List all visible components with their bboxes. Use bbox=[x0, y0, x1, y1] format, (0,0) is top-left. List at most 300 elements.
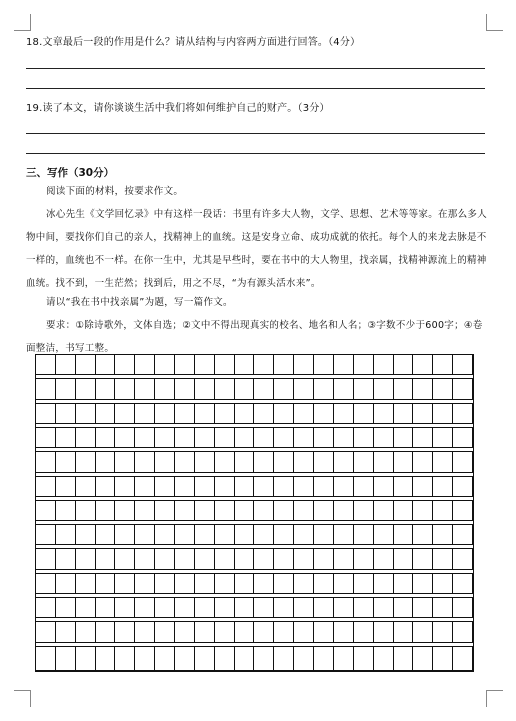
grid-cell[interactable] bbox=[214, 573, 235, 594]
grid-cell[interactable] bbox=[412, 621, 433, 642]
grid-cell[interactable] bbox=[333, 524, 354, 545]
grid-cell[interactable] bbox=[75, 378, 96, 399]
grid-cell[interactable] bbox=[75, 476, 96, 497]
grid-cell[interactable] bbox=[393, 524, 414, 545]
grid-cell[interactable] bbox=[55, 403, 76, 424]
grid-cell[interactable] bbox=[75, 646, 96, 671]
grid-cell[interactable] bbox=[313, 427, 334, 448]
grid-cell[interactable] bbox=[452, 378, 473, 399]
grid-cell[interactable] bbox=[432, 427, 453, 448]
grid-cell[interactable] bbox=[114, 354, 135, 375]
grid-cell[interactable] bbox=[293, 524, 314, 545]
grid-cell[interactable] bbox=[174, 378, 195, 399]
grid-cell[interactable] bbox=[293, 427, 314, 448]
grid-cell[interactable] bbox=[174, 354, 195, 375]
grid-cell[interactable] bbox=[234, 476, 255, 497]
grid-cell[interactable] bbox=[393, 597, 414, 618]
grid-cell[interactable] bbox=[55, 476, 76, 497]
grid-cell[interactable] bbox=[373, 597, 394, 618]
grid-cell[interactable] bbox=[393, 548, 414, 569]
grid-cell[interactable] bbox=[452, 548, 473, 569]
grid-cell[interactable] bbox=[75, 621, 96, 642]
grid-cell[interactable] bbox=[293, 646, 314, 671]
grid-cell[interactable] bbox=[412, 403, 433, 424]
writing-prompt: 请以“我在书中找亲属”为题，写一篇作文。 bbox=[46, 297, 233, 308]
grid-cell[interactable] bbox=[412, 378, 433, 399]
grid-cell[interactable] bbox=[55, 500, 76, 521]
grid-cell[interactable] bbox=[353, 524, 374, 545]
grid-cell[interactable] bbox=[95, 597, 116, 618]
grid-cell[interactable] bbox=[373, 548, 394, 569]
grid-cell[interactable] bbox=[333, 378, 354, 399]
grid-cell[interactable] bbox=[412, 524, 433, 545]
grid-cell[interactable] bbox=[234, 621, 255, 642]
grid-cell[interactable] bbox=[353, 451, 374, 472]
grid-cell[interactable] bbox=[432, 476, 453, 497]
grid-cell[interactable] bbox=[393, 646, 414, 671]
grid-cell[interactable] bbox=[373, 621, 394, 642]
grid-cell[interactable] bbox=[333, 500, 354, 521]
grid-cell[interactable] bbox=[234, 427, 255, 448]
grid-cell[interactable] bbox=[353, 548, 374, 569]
answer-line[interactable] bbox=[26, 88, 485, 89]
grid-cell[interactable] bbox=[234, 573, 255, 594]
grid-cell[interactable] bbox=[35, 451, 56, 472]
grid-cell[interactable] bbox=[353, 500, 374, 521]
grid-cell[interactable] bbox=[273, 427, 294, 448]
grid-cell[interactable] bbox=[313, 548, 334, 569]
corner-mark-bottom-left bbox=[14, 690, 31, 707]
grid-cell[interactable] bbox=[114, 451, 135, 472]
grid-cell[interactable] bbox=[234, 403, 255, 424]
composition-grid[interactable] bbox=[35, 354, 474, 672]
grid-cell[interactable] bbox=[373, 500, 394, 521]
grid-cell[interactable] bbox=[234, 646, 255, 671]
grid-cell[interactable] bbox=[253, 403, 274, 424]
grid-cell[interactable] bbox=[333, 621, 354, 642]
grid-cell[interactable] bbox=[114, 646, 135, 671]
grid-row bbox=[36, 525, 473, 549]
grid-cell[interactable] bbox=[452, 524, 473, 545]
grid-cell[interactable] bbox=[194, 500, 215, 521]
grid-cell[interactable] bbox=[412, 573, 433, 594]
grid-cell[interactable] bbox=[452, 500, 473, 521]
grid-cell[interactable] bbox=[373, 427, 394, 448]
grid-cell[interactable] bbox=[154, 378, 175, 399]
grid-cell[interactable] bbox=[174, 646, 195, 671]
grid-cell[interactable] bbox=[273, 524, 294, 545]
grid-cell[interactable] bbox=[313, 476, 334, 497]
grid-cell[interactable] bbox=[293, 378, 314, 399]
grid-cell[interactable] bbox=[114, 524, 135, 545]
grid-cell[interactable] bbox=[333, 476, 354, 497]
grid-cell[interactable] bbox=[134, 427, 155, 448]
grid-cell[interactable] bbox=[174, 573, 195, 594]
grid-cell[interactable] bbox=[313, 500, 334, 521]
grid-cell[interactable] bbox=[273, 597, 294, 618]
grid-cell[interactable] bbox=[253, 378, 274, 399]
grid-cell[interactable] bbox=[194, 451, 215, 472]
grid-cell[interactable] bbox=[194, 646, 215, 671]
grid-cell[interactable] bbox=[412, 597, 433, 618]
grid-cell[interactable] bbox=[253, 451, 274, 472]
grid-cell[interactable] bbox=[253, 597, 274, 618]
grid-cell[interactable] bbox=[273, 500, 294, 521]
grid-cell[interactable] bbox=[333, 403, 354, 424]
grid-cell[interactable] bbox=[214, 403, 235, 424]
grid-cell[interactable] bbox=[75, 573, 96, 594]
grid-cell[interactable] bbox=[333, 354, 354, 375]
grid-cell[interactable] bbox=[432, 573, 453, 594]
grid-cell[interactable] bbox=[75, 548, 96, 569]
grid-cell[interactable] bbox=[114, 500, 135, 521]
grid-cell[interactable] bbox=[393, 451, 414, 472]
grid-cell[interactable] bbox=[194, 403, 215, 424]
grid-cell[interactable] bbox=[313, 378, 334, 399]
grid-cell[interactable] bbox=[95, 451, 116, 472]
grid-cell[interactable] bbox=[154, 427, 175, 448]
grid-cell[interactable] bbox=[393, 573, 414, 594]
grid-cell[interactable] bbox=[174, 621, 195, 642]
grid-cell[interactable] bbox=[55, 621, 76, 642]
grid-cell[interactable] bbox=[35, 354, 56, 375]
grid-cell[interactable] bbox=[35, 597, 56, 618]
grid-cell[interactable] bbox=[373, 354, 394, 375]
grid-cell[interactable] bbox=[293, 597, 314, 618]
grid-cell[interactable] bbox=[55, 451, 76, 472]
grid-cell[interactable] bbox=[373, 646, 394, 671]
grid-cell[interactable] bbox=[194, 378, 215, 399]
grid-row bbox=[36, 355, 473, 379]
grid-cell[interactable] bbox=[75, 403, 96, 424]
grid-cell[interactable] bbox=[114, 403, 135, 424]
grid-cell[interactable] bbox=[333, 646, 354, 671]
grid-cell[interactable] bbox=[95, 500, 116, 521]
grid-cell[interactable] bbox=[134, 476, 155, 497]
grid-cell[interactable] bbox=[412, 451, 433, 472]
grid-cell[interactable] bbox=[412, 548, 433, 569]
grid-cell[interactable] bbox=[353, 378, 374, 399]
grid-cell[interactable] bbox=[55, 354, 76, 375]
grid-cell[interactable] bbox=[432, 354, 453, 375]
grid-cell[interactable] bbox=[313, 621, 334, 642]
grid-cell[interactable] bbox=[432, 403, 453, 424]
grid-cell[interactable] bbox=[134, 403, 155, 424]
grid-cell[interactable] bbox=[333, 573, 354, 594]
grid-cell[interactable] bbox=[35, 548, 56, 569]
grid-cell[interactable] bbox=[134, 451, 155, 472]
grid-cell[interactable] bbox=[333, 427, 354, 448]
grid-cell[interactable] bbox=[393, 621, 414, 642]
grid-cell[interactable] bbox=[273, 354, 294, 375]
grid-cell[interactable] bbox=[353, 646, 374, 671]
grid-cell[interactable] bbox=[194, 597, 215, 618]
grid-cell[interactable] bbox=[95, 427, 116, 448]
grid-cell[interactable] bbox=[134, 646, 155, 671]
grid-cell[interactable] bbox=[273, 621, 294, 642]
grid-cell[interactable] bbox=[432, 597, 453, 618]
grid-cell[interactable] bbox=[253, 573, 274, 594]
grid-cell[interactable] bbox=[234, 500, 255, 521]
grid-cell[interactable] bbox=[452, 597, 473, 618]
grid-cell[interactable] bbox=[353, 427, 374, 448]
grid-cell[interactable] bbox=[393, 378, 414, 399]
grid-cell[interactable] bbox=[174, 427, 195, 448]
grid-cell[interactable] bbox=[174, 524, 195, 545]
grid-cell[interactable] bbox=[134, 378, 155, 399]
writing-instruction: 阅读下面的材料，按要求作文。 bbox=[46, 186, 184, 197]
grid-cell[interactable] bbox=[114, 476, 135, 497]
grid-cell[interactable] bbox=[134, 548, 155, 569]
grid-cell[interactable] bbox=[214, 597, 235, 618]
grid-cell[interactable] bbox=[393, 403, 414, 424]
grid-cell[interactable] bbox=[75, 524, 96, 545]
grid-cell[interactable] bbox=[234, 354, 255, 375]
grid-cell[interactable] bbox=[253, 500, 274, 521]
grid-cell[interactable] bbox=[134, 524, 155, 545]
grid-cell[interactable] bbox=[154, 573, 175, 594]
grid-cell[interactable] bbox=[174, 500, 195, 521]
grid-cell[interactable] bbox=[194, 354, 215, 375]
grid-cell[interactable] bbox=[353, 354, 374, 375]
grid-cell[interactable] bbox=[412, 476, 433, 497]
grid-cell[interactable] bbox=[214, 548, 235, 569]
grid-cell[interactable] bbox=[273, 573, 294, 594]
grid-cell[interactable] bbox=[353, 403, 374, 424]
grid-cell[interactable] bbox=[313, 597, 334, 618]
grid-cell[interactable] bbox=[75, 500, 96, 521]
grid-cell[interactable] bbox=[333, 451, 354, 472]
grid-cell[interactable] bbox=[432, 548, 453, 569]
grid-cell[interactable] bbox=[313, 573, 334, 594]
grid-cell[interactable] bbox=[273, 403, 294, 424]
grid-cell[interactable] bbox=[194, 621, 215, 642]
grid-cell[interactable] bbox=[253, 548, 274, 569]
grid-cell[interactable] bbox=[75, 597, 96, 618]
grid-cell[interactable] bbox=[35, 500, 56, 521]
grid-cell[interactable] bbox=[452, 646, 473, 671]
grid-cell[interactable] bbox=[55, 524, 76, 545]
grid-cell[interactable] bbox=[373, 451, 394, 472]
grid-cell[interactable] bbox=[214, 646, 235, 671]
grid-cell[interactable] bbox=[253, 427, 274, 448]
grid-cell[interactable] bbox=[412, 354, 433, 375]
grid-cell[interactable] bbox=[114, 427, 135, 448]
grid-cell[interactable] bbox=[313, 524, 334, 545]
grid-cell[interactable] bbox=[95, 524, 116, 545]
grid-cell[interactable] bbox=[75, 451, 96, 472]
grid-cell[interactable] bbox=[273, 548, 294, 569]
grid-cell[interactable] bbox=[373, 573, 394, 594]
grid-cell[interactable] bbox=[432, 500, 453, 521]
grid-cell[interactable] bbox=[214, 378, 235, 399]
grid-cell[interactable] bbox=[35, 427, 56, 448]
question-18: 18.文章最后一段的作用是什么？请从结构与内容两方面进行回答。（4分） bbox=[26, 37, 361, 48]
grid-cell[interactable] bbox=[293, 573, 314, 594]
grid-cell[interactable] bbox=[214, 427, 235, 448]
grid-cell[interactable] bbox=[313, 403, 334, 424]
grid-cell[interactable] bbox=[154, 403, 175, 424]
grid-cell[interactable] bbox=[154, 476, 175, 497]
grid-cell[interactable] bbox=[114, 573, 135, 594]
grid-cell[interactable] bbox=[333, 597, 354, 618]
grid-row bbox=[36, 379, 473, 403]
grid-cell[interactable] bbox=[234, 378, 255, 399]
grid-cell[interactable] bbox=[293, 548, 314, 569]
grid-cell[interactable] bbox=[412, 427, 433, 448]
grid-cell[interactable] bbox=[273, 378, 294, 399]
grid-cell[interactable] bbox=[154, 524, 175, 545]
grid-cell[interactable] bbox=[393, 500, 414, 521]
grid-cell[interactable] bbox=[214, 476, 235, 497]
grid-cell[interactable] bbox=[313, 354, 334, 375]
grid-cell[interactable] bbox=[55, 548, 76, 569]
grid-cell[interactable] bbox=[452, 403, 473, 424]
grid-cell[interactable] bbox=[194, 427, 215, 448]
grid-cell[interactable] bbox=[154, 500, 175, 521]
grid-cell[interactable] bbox=[55, 427, 76, 448]
grid-cell[interactable] bbox=[234, 548, 255, 569]
grid-cell[interactable] bbox=[214, 500, 235, 521]
grid-cell[interactable] bbox=[293, 621, 314, 642]
grid-cell[interactable] bbox=[353, 621, 374, 642]
grid-cell[interactable] bbox=[432, 621, 453, 642]
section-heading: 三、写作（30分） bbox=[26, 167, 115, 179]
grid-cell[interactable] bbox=[35, 524, 56, 545]
grid-cell[interactable] bbox=[452, 573, 473, 594]
grid-cell[interactable] bbox=[194, 548, 215, 569]
grid-cell[interactable] bbox=[214, 451, 235, 472]
grid-cell[interactable] bbox=[293, 403, 314, 424]
grid-cell[interactable] bbox=[293, 451, 314, 472]
grid-cell[interactable] bbox=[114, 621, 135, 642]
grid-cell[interactable] bbox=[35, 573, 56, 594]
grid-cell[interactable] bbox=[194, 524, 215, 545]
grid-cell[interactable] bbox=[333, 548, 354, 569]
grid-cell[interactable] bbox=[273, 476, 294, 497]
grid-cell[interactable] bbox=[95, 548, 116, 569]
grid-cell[interactable] bbox=[134, 500, 155, 521]
grid-cell[interactable] bbox=[432, 378, 453, 399]
grid-cell[interactable] bbox=[373, 378, 394, 399]
grid-cell[interactable] bbox=[35, 403, 56, 424]
grid-cell[interactable] bbox=[253, 476, 274, 497]
grid-cell[interactable] bbox=[313, 646, 334, 671]
grid-cell[interactable] bbox=[95, 646, 116, 671]
grid-cell[interactable] bbox=[154, 646, 175, 671]
grid-cell[interactable] bbox=[95, 403, 116, 424]
grid-cell[interactable] bbox=[373, 403, 394, 424]
grid-cell[interactable] bbox=[55, 646, 76, 671]
grid-cell[interactable] bbox=[35, 621, 56, 642]
grid-cell[interactable] bbox=[174, 548, 195, 569]
grid-cell[interactable] bbox=[214, 524, 235, 545]
grid-cell[interactable] bbox=[432, 646, 453, 671]
grid-cell[interactable] bbox=[154, 548, 175, 569]
grid-cell[interactable] bbox=[194, 573, 215, 594]
grid-cell[interactable] bbox=[55, 573, 76, 594]
grid-cell[interactable] bbox=[114, 548, 135, 569]
grid-cell[interactable] bbox=[253, 621, 274, 642]
grid-cell[interactable] bbox=[393, 427, 414, 448]
grid-cell[interactable] bbox=[114, 597, 135, 618]
grid-cell[interactable] bbox=[75, 427, 96, 448]
grid-cell[interactable] bbox=[95, 354, 116, 375]
grid-cell[interactable] bbox=[313, 451, 334, 472]
answer-line[interactable] bbox=[26, 68, 485, 69]
grid-cell[interactable] bbox=[154, 451, 175, 472]
grid-cell[interactable] bbox=[95, 573, 116, 594]
grid-cell[interactable] bbox=[214, 621, 235, 642]
grid-cell[interactable] bbox=[55, 597, 76, 618]
grid-cell[interactable] bbox=[75, 354, 96, 375]
grid-cell[interactable] bbox=[353, 597, 374, 618]
grid-cell[interactable] bbox=[373, 476, 394, 497]
grid-cell[interactable] bbox=[35, 646, 56, 671]
grid-cell[interactable] bbox=[452, 427, 473, 448]
grid-cell[interactable] bbox=[452, 354, 473, 375]
grid-cell[interactable] bbox=[432, 524, 453, 545]
grid-cell[interactable] bbox=[452, 476, 473, 497]
grid-cell[interactable] bbox=[273, 646, 294, 671]
grid-cell[interactable] bbox=[134, 621, 155, 642]
grid-cell[interactable] bbox=[174, 597, 195, 618]
grid-cell[interactable] bbox=[353, 573, 374, 594]
grid-cell[interactable] bbox=[452, 621, 473, 642]
grid-cell[interactable] bbox=[432, 451, 453, 472]
grid-cell[interactable] bbox=[273, 451, 294, 472]
grid-cell[interactable] bbox=[253, 646, 274, 671]
grid-cell[interactable] bbox=[174, 476, 195, 497]
grid-cell[interactable] bbox=[174, 451, 195, 472]
grid-cell[interactable] bbox=[293, 476, 314, 497]
grid-cell[interactable] bbox=[154, 621, 175, 642]
grid-cell[interactable] bbox=[412, 646, 433, 671]
grid-cell[interactable] bbox=[194, 476, 215, 497]
grid-cell[interactable] bbox=[234, 451, 255, 472]
grid-cell[interactable] bbox=[134, 597, 155, 618]
grid-cell[interactable] bbox=[154, 354, 175, 375]
grid-cell[interactable] bbox=[154, 597, 175, 618]
grid-cell[interactable] bbox=[95, 378, 116, 399]
grid-cell[interactable] bbox=[35, 476, 56, 497]
grid-cell[interactable] bbox=[412, 500, 433, 521]
grid-cell[interactable] bbox=[234, 524, 255, 545]
grid-cell[interactable] bbox=[174, 403, 195, 424]
grid-cell[interactable] bbox=[234, 597, 255, 618]
grid-row bbox=[36, 647, 473, 671]
grid-cell[interactable] bbox=[373, 524, 394, 545]
grid-cell[interactable] bbox=[55, 378, 76, 399]
grid-cell[interactable] bbox=[293, 500, 314, 521]
grid-cell[interactable] bbox=[134, 573, 155, 594]
grid-cell[interactable] bbox=[95, 476, 116, 497]
grid-cell[interactable] bbox=[214, 354, 235, 375]
grid-cell[interactable] bbox=[393, 354, 414, 375]
grid-cell[interactable] bbox=[253, 524, 274, 545]
grid-cell[interactable] bbox=[114, 378, 135, 399]
answer-line[interactable] bbox=[26, 133, 485, 134]
grid-cell[interactable] bbox=[293, 354, 314, 375]
grid-cell[interactable] bbox=[353, 476, 374, 497]
answer-line[interactable] bbox=[26, 153, 485, 154]
grid-cell[interactable] bbox=[393, 476, 414, 497]
grid-cell[interactable] bbox=[35, 378, 56, 399]
grid-cell[interactable] bbox=[95, 621, 116, 642]
grid-cell[interactable] bbox=[253, 354, 274, 375]
grid-cell[interactable] bbox=[452, 451, 473, 472]
grid-cell[interactable] bbox=[134, 354, 155, 375]
